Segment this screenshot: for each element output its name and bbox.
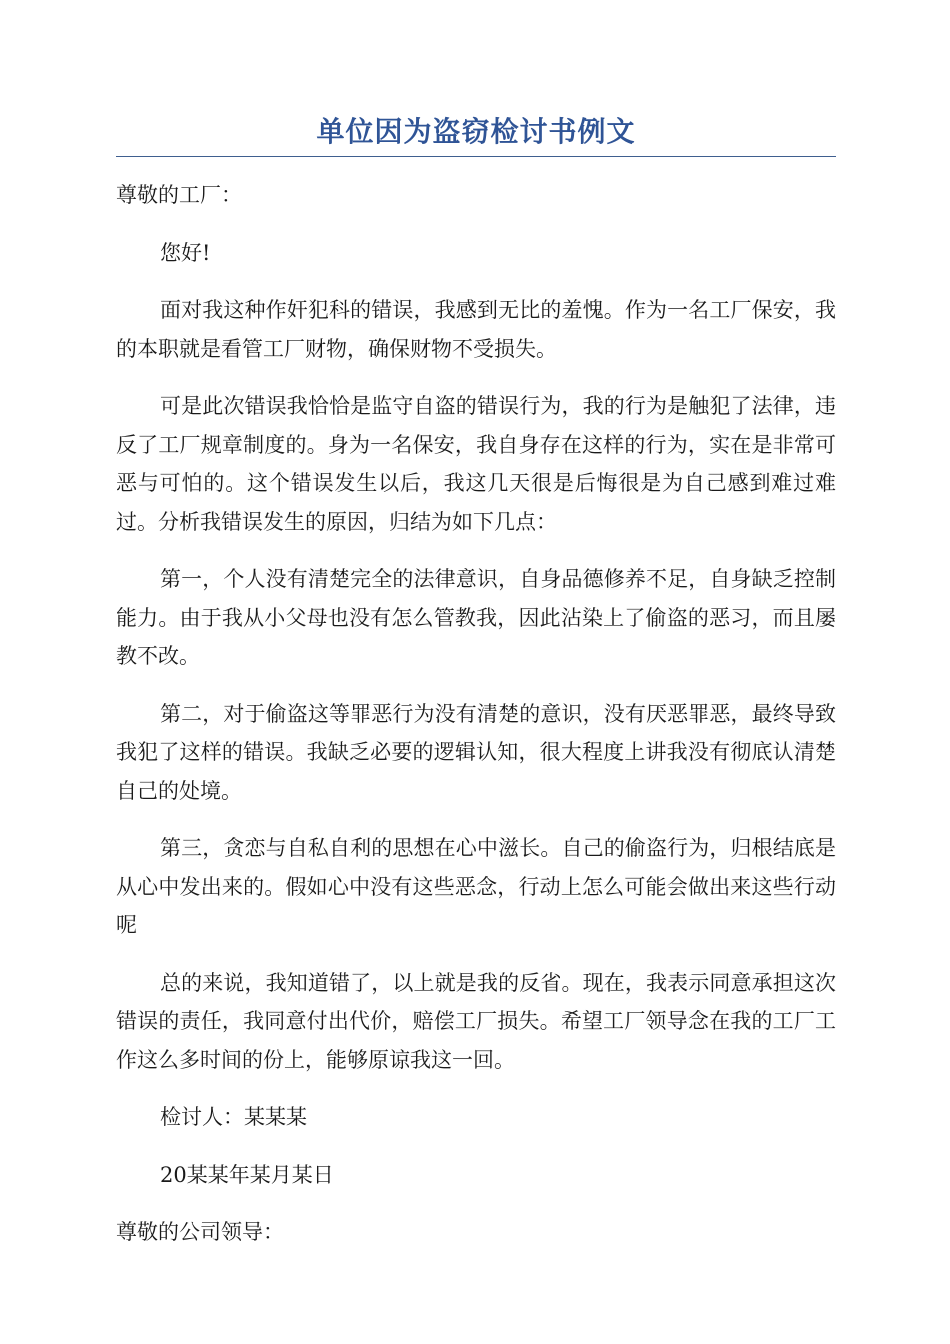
date-line: 20某某年某月某日 (160, 1162, 334, 1187)
paragraph: 第一，个人没有清楚完全的法律意识，自身品德修养不足，自身缺乏控制能力。由于我从小父母也没有怎么管教我，因此沾染上了偷盗的恶习，而且屡教不改。 (116, 567, 836, 668)
paragraph: 第二，对于偷盗这等罪恶行为没有清楚的意识，没有厌恶罪恶，最终导致我犯了这样的错误。我缺乏必要的逻辑认知，很大程度上讲我没有彻底认清楚自己的处境。 (116, 701, 836, 803)
next-salutation: 尊敬的公司领导： (116, 1220, 284, 1244)
document-title: 单位因为盗窃检讨书例文 (316, 115, 636, 148)
greeting: 您好! (160, 240, 211, 265)
paragraph: 总的来说，我知道错了，以上就是我的反省。现在，我表示同意承担这次错误的责任，我同意付出代价，赔偿工厂损失。希望工厂领导念在我的工厂工作这么多时间的份上，能够原谅我这一回。 (116, 970, 836, 1072)
paragraph: 第三，贪恋与自私自利的思想在心中滋长。自己的偷盗行为，归根结底是从心中发出来的。假如心中没有这些恶念，行动上怎么可能会做出来这些行动呢 (116, 836, 836, 937)
salutation: 尊敬的工厂： (116, 183, 242, 207)
paragraph: 面对我这种作奸犯科的错误，我感到无比的羞愧。作为一名工厂保安，我的本职就是看管工厂财物，确保财物不受损失。 (116, 298, 836, 361)
title-block (116, 112, 836, 157)
paragraph: 可是此次错误我恰恰是监守自盗的错误行为，我的行为是触犯了法律，违反了工厂规章制度的。身为一名保安，我自身存在这样的行为，实在是非常可恶与可怕的。这个错误发生以后，我这几天很是后悔很是为自己感到难过难过。分析我错误发生的原因，归结为如下几点： (116, 394, 836, 534)
document-body (116, 176, 836, 1271)
signer-line: 检讨人：某某某 (160, 1105, 307, 1129)
